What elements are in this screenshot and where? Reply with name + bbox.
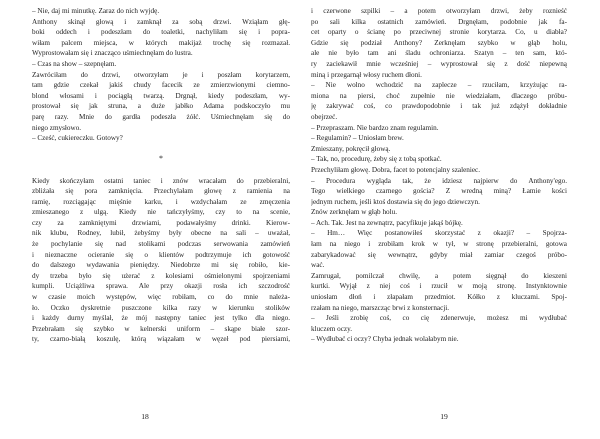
text-line: – Czas na show – szepnęłam. (32, 59, 117, 68)
text-line: wać. (311, 261, 325, 270)
text-line: Przebrałam się szybko w kelnerski uniform – skąpe białe szor- (32, 324, 290, 333)
text-line: kurtki. Wyjął z niej coś i rzucił w moją stronę. Instynktownie (311, 282, 567, 291)
text-line: ry zaciekawił mnie wcześniej – wyprostował się z dość niepewną (311, 59, 567, 68)
text-line: i nieznaczne ocieranie się o klientów podtrzymuje ich gotowość (32, 250, 290, 259)
text-line: miona na piersi, choć zupełnie nie wiedziałam, dlaczego próbu- (311, 91, 567, 100)
text-line: – Wydłubać ci oczy? Chyba jednak wolałabym nie. (311, 335, 459, 344)
text-line: po sali kilka ostatnich zamówień. Drgnęłam, podobnie jak fa- (311, 17, 567, 26)
text-line: że pochylanie się nad stolikami podczas serwowania zamówień (32, 240, 290, 249)
page-number-right: 19 (440, 412, 448, 421)
text-line: dy trzeba było się użerać z kolesiami ośmielonymi spojrzeniami (32, 271, 290, 280)
text-line: Wyprostowałam się i znacząco uśmiechnęłam do lustra. (32, 49, 193, 58)
text-line: tam gdzie czekał jakiś chudy facecik ze zmierzwionymi ciemno- (32, 81, 290, 90)
text-line: Zamrugał, pomilczał chwilę, a potem sięgnął do kieszeni (311, 271, 567, 280)
text-line: – Tak, no, procedurę, żeby się z tobą spotkać. (311, 155, 442, 164)
text-line: i każdy durny myślał, że mój następny taniec jest tylko dla niego. (32, 314, 290, 323)
text-line: – Cześć, cukiereczku. Gotowy? (32, 134, 123, 143)
text-line: cet oparty o ścianę po przeciwnej stronie korytarza. Co, u diabła? (311, 28, 567, 37)
text-line: – Regulamin? – Uniosłam brew. (311, 134, 404, 143)
text-line: ramię, rozciągając mięśnie karku, i wzdychałam ze zmęczenia (32, 197, 290, 206)
text-line (32, 165, 290, 176)
text-line: Anthony skinął głową i zamknął za sobą drzwi. Wziąłam głę- (32, 17, 290, 26)
text-line: Zawróciłam do drzwi, otworzyłam je i poszłam korytarzem, (32, 70, 290, 79)
text-line: jednym ruchem, jeśli ktoś dostawia się do jego dziewczyn. (311, 197, 480, 206)
text-line: w czasie moich występów, więc robiłam, co do mnie należa- (32, 293, 290, 302)
text-line: niego zmysłowo. (32, 123, 82, 132)
text-line: ty, czarno-białą koszulę, którą wiązałam w węzeł pod piersiami, (32, 335, 290, 344)
text-line: nik klubu, Rodney, lubił, żebyśmy były obecne na sali – uważał, (32, 229, 290, 238)
text-line: Zmieszany, pokręcił głową. (311, 144, 391, 153)
text-line: parę razy. Mnie do gardła podeszła żółć. Uśmiechnęłam się do (32, 112, 290, 121)
text-line: – Nie, daj mi minutkę. Zaraz do nich wyjdę. (32, 7, 160, 15)
text-line: – Procedura wygląda tak, że idziesz najpierw do Anthony'ego. (311, 176, 567, 185)
text-line: Znów zerknęłam w głąb holu. (311, 208, 398, 217)
text-line (32, 144, 290, 155)
left-page (32, 6, 290, 345)
text-line: zabarykadować się wewnątrz, gdyby miał zamiar czegoś próbo- (311, 250, 567, 259)
text-line: czy za zamkniętymi drzwiami, podawałyśmy drinki. Kierow- (32, 218, 290, 227)
text-line: obejrzeć. (311, 112, 338, 121)
text-line: – Jeśli zrobię coś, co cię zdenerwuje, możesz mi wydłubać (311, 314, 567, 323)
text-line: Gdzie się podział Anthony? Zerknęłam szybko w głąb holu, (311, 38, 567, 47)
text-line: ło. Oczko dyskretnie puszczone kilka razy w kierunku stolików (32, 303, 290, 312)
text-line: – Hm… Więc postanowiłeś skorzystać z okazji? – Spojrza- (311, 229, 567, 238)
text-line: ale nie było tam ani śladu ochroniarza. Szatyn – ten sam, któ- (311, 49, 567, 58)
text-line: do dalszego wydawania pieniędzy. Niedobrze mi się robiło, kie- (32, 261, 290, 270)
text-line: – Nie wolno wchodzić na zaplecze – rzuciłam, krzyżując ra- (311, 81, 567, 90)
text-line: kumpli. Uciążliwa sprawa. Ale przy okazji rosła ich szczodrość (32, 282, 290, 291)
text-line: rzałam na niego, marszcząc brwi z konsternacji. (311, 303, 450, 312)
text-line: wiłam palcem miejsca, w których makijaż trochę się rozmazał. (32, 38, 290, 47)
text-line: zmieszanego z ulgą. Kiedy nie tańczyłyśmy, czy to na scenie, (32, 208, 290, 217)
text-line: Tego wielkiego czarnego gościa? Z wredną miną? Łamie kości (311, 187, 567, 196)
text-line: uniosłam dłoń i złapałam przedmiot. Kółko z kluczami. Spoj- (311, 293, 567, 302)
text-line: Kiedy skończyłam ostatni taniec i znów wracałam do przebieralni, (32, 176, 290, 185)
text-line: boki oddech i podeszłam do toaletki, nachyliłam się i popra- (32, 28, 290, 37)
text-line: Przechyliłam głowę. Dobra, facet to potencjalny szaleniec. (311, 165, 481, 174)
text-line: zbliżała się pora zamknięcia. Przechylałam głowę z ramienia na (32, 187, 290, 196)
section-break: * (159, 154, 163, 164)
text-line: – Przepraszam. Nie bardzo znam regulamin. (311, 123, 439, 132)
text-line: prostował się jak struna, a duże jabłko Adama podskoczyło mu (32, 102, 290, 111)
right-page (311, 6, 567, 345)
text-line: – Ach. Tak. Jest na zewnątrz, pacyfikuje jakąś bójkę. (311, 218, 463, 227)
page-number-left: 18 (141, 412, 149, 421)
text-line: kluczem oczy. (311, 324, 353, 333)
text-line: i czerwone szpilki – a potem otworzyłam drzwi, żeby roznieść (311, 7, 567, 15)
text-line: blond włosami i pociągłą twarzą. Drgnął, kiedy podeszłam, wy- (32, 91, 290, 100)
text-line: łam na niego i zrobiłam krok w tył, w stronę przebieralni, gotowa (311, 240, 567, 249)
text-line: ję zakrywać coś, co prawdopodobnie i tak już zdążył dokładnie (311, 102, 567, 111)
text-line: miną i przegarnął włosy ruchem dłoni. (311, 70, 422, 79)
